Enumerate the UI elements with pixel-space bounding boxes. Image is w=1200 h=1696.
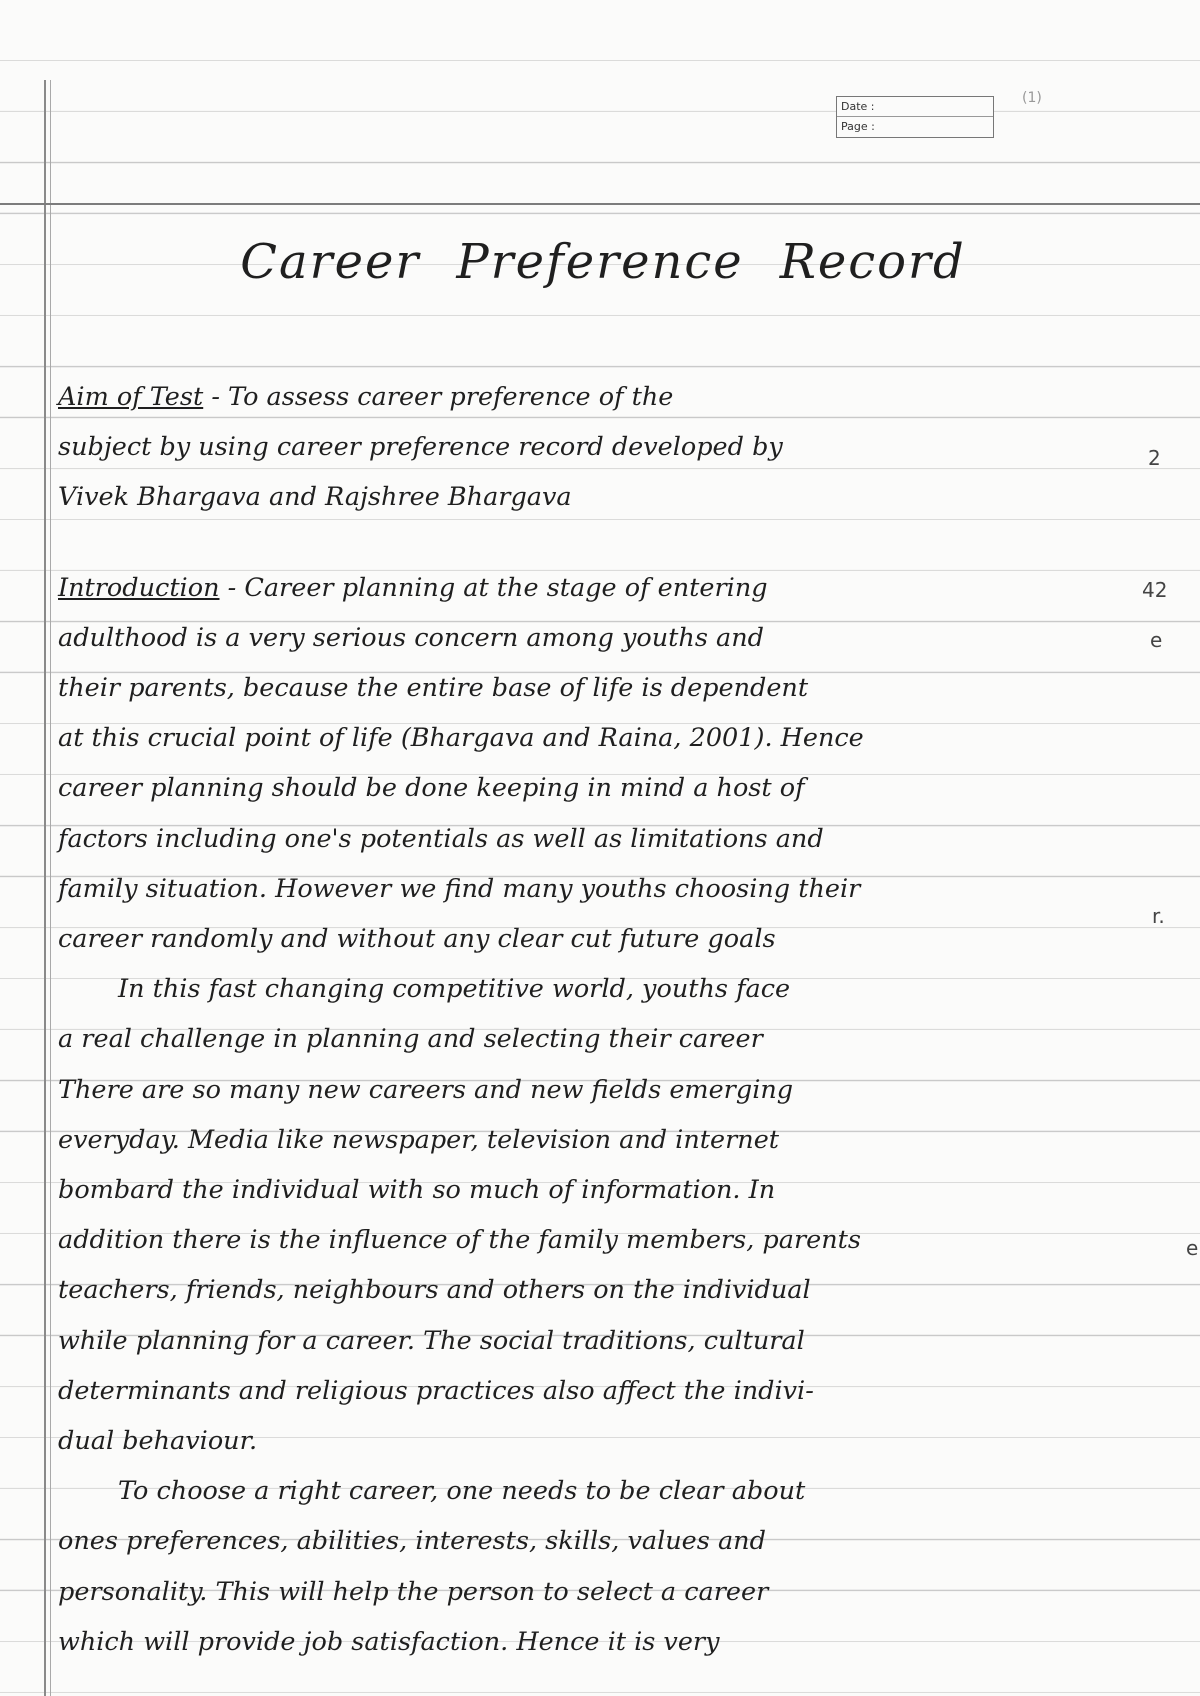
introduction-line: bombard the individual with so much of information. In xyxy=(58,1175,776,1206)
introduction-line: career planning should be done keeping in mind a host of xyxy=(58,773,805,804)
introduction-label: Introduction xyxy=(58,572,220,603)
page-content xyxy=(58,210,1148,1667)
aim-section xyxy=(58,372,1148,523)
introduction-line: their parents, because the entire base of life is dependent xyxy=(58,673,809,704)
margin-note: 42 xyxy=(1142,578,1168,602)
introduction-line: career randomly and without any clear cut future goals xyxy=(58,924,776,955)
introduction-line: There are so many new careers and new fields emerging xyxy=(58,1074,794,1105)
introduction-section xyxy=(58,563,1148,1667)
introduction-line: while planning for a career. The social traditions, cultural xyxy=(58,1325,805,1356)
header-rule xyxy=(0,203,1200,205)
introduction-separator: - xyxy=(219,572,245,603)
introduction-line: addition there is the influence of the family members, parents xyxy=(58,1225,861,1256)
introduction-line: at this crucial point of life (Bhargava and Raina, 2001). Hence xyxy=(58,723,864,754)
introduction-line: factors including one's potentials as well as limitations and xyxy=(58,823,824,854)
aim-line: To assess career preference of the xyxy=(228,382,674,412)
margin-note: r. xyxy=(1152,904,1165,928)
date-label: Date : xyxy=(841,100,875,113)
introduction-line: determinants and religious practices also affect the indivi- xyxy=(58,1375,814,1406)
aim-line: subject by using career preference record developed by xyxy=(58,432,783,463)
aim-separator: - xyxy=(203,382,229,412)
margin-note: e xyxy=(1186,1236,1199,1260)
introduction-line: everyday. Media like newspaper, television and internet xyxy=(58,1124,780,1155)
introduction-line: adulthood is a very serious concern among youths and xyxy=(58,622,764,653)
page-number: (1) xyxy=(1022,90,1042,106)
introduction-line: teachers, friends, neighbours and others on the individual xyxy=(58,1275,811,1306)
title-word: Career xyxy=(240,234,421,290)
aim-label: Aim of Test xyxy=(58,382,204,412)
introduction-line: which will provide job satisfaction. Hence it is very xyxy=(58,1626,720,1657)
margin-line xyxy=(44,80,51,1696)
introduction-line: a real challenge in planning and selecting their career xyxy=(58,1024,763,1055)
page-label: Page : xyxy=(837,116,993,136)
date-page-box xyxy=(836,96,994,138)
margin-note: e xyxy=(1150,628,1163,652)
title-word: Preference xyxy=(456,234,744,290)
introduction-line: To choose a right career, one needs to be clear about xyxy=(118,1476,806,1507)
aim-line: Vivek Bhargava and Rajshree Bhargava xyxy=(58,482,572,513)
margin-note: 2 xyxy=(1148,446,1161,470)
title-word: Record xyxy=(779,234,966,290)
introduction-line: dual behaviour. xyxy=(58,1426,258,1457)
introduction-line: ones preferences, abilities, interests, skills, values and xyxy=(58,1526,766,1557)
page-title xyxy=(58,234,1148,316)
introduction-line: personality. This will help the person to select a career xyxy=(58,1576,769,1607)
introduction-line: Career planning at the stage of entering xyxy=(244,572,768,603)
introduction-line: In this fast changing competitive world, youths face xyxy=(118,974,791,1005)
introduction-line: family situation. However we find many youths choosing their xyxy=(58,873,861,904)
